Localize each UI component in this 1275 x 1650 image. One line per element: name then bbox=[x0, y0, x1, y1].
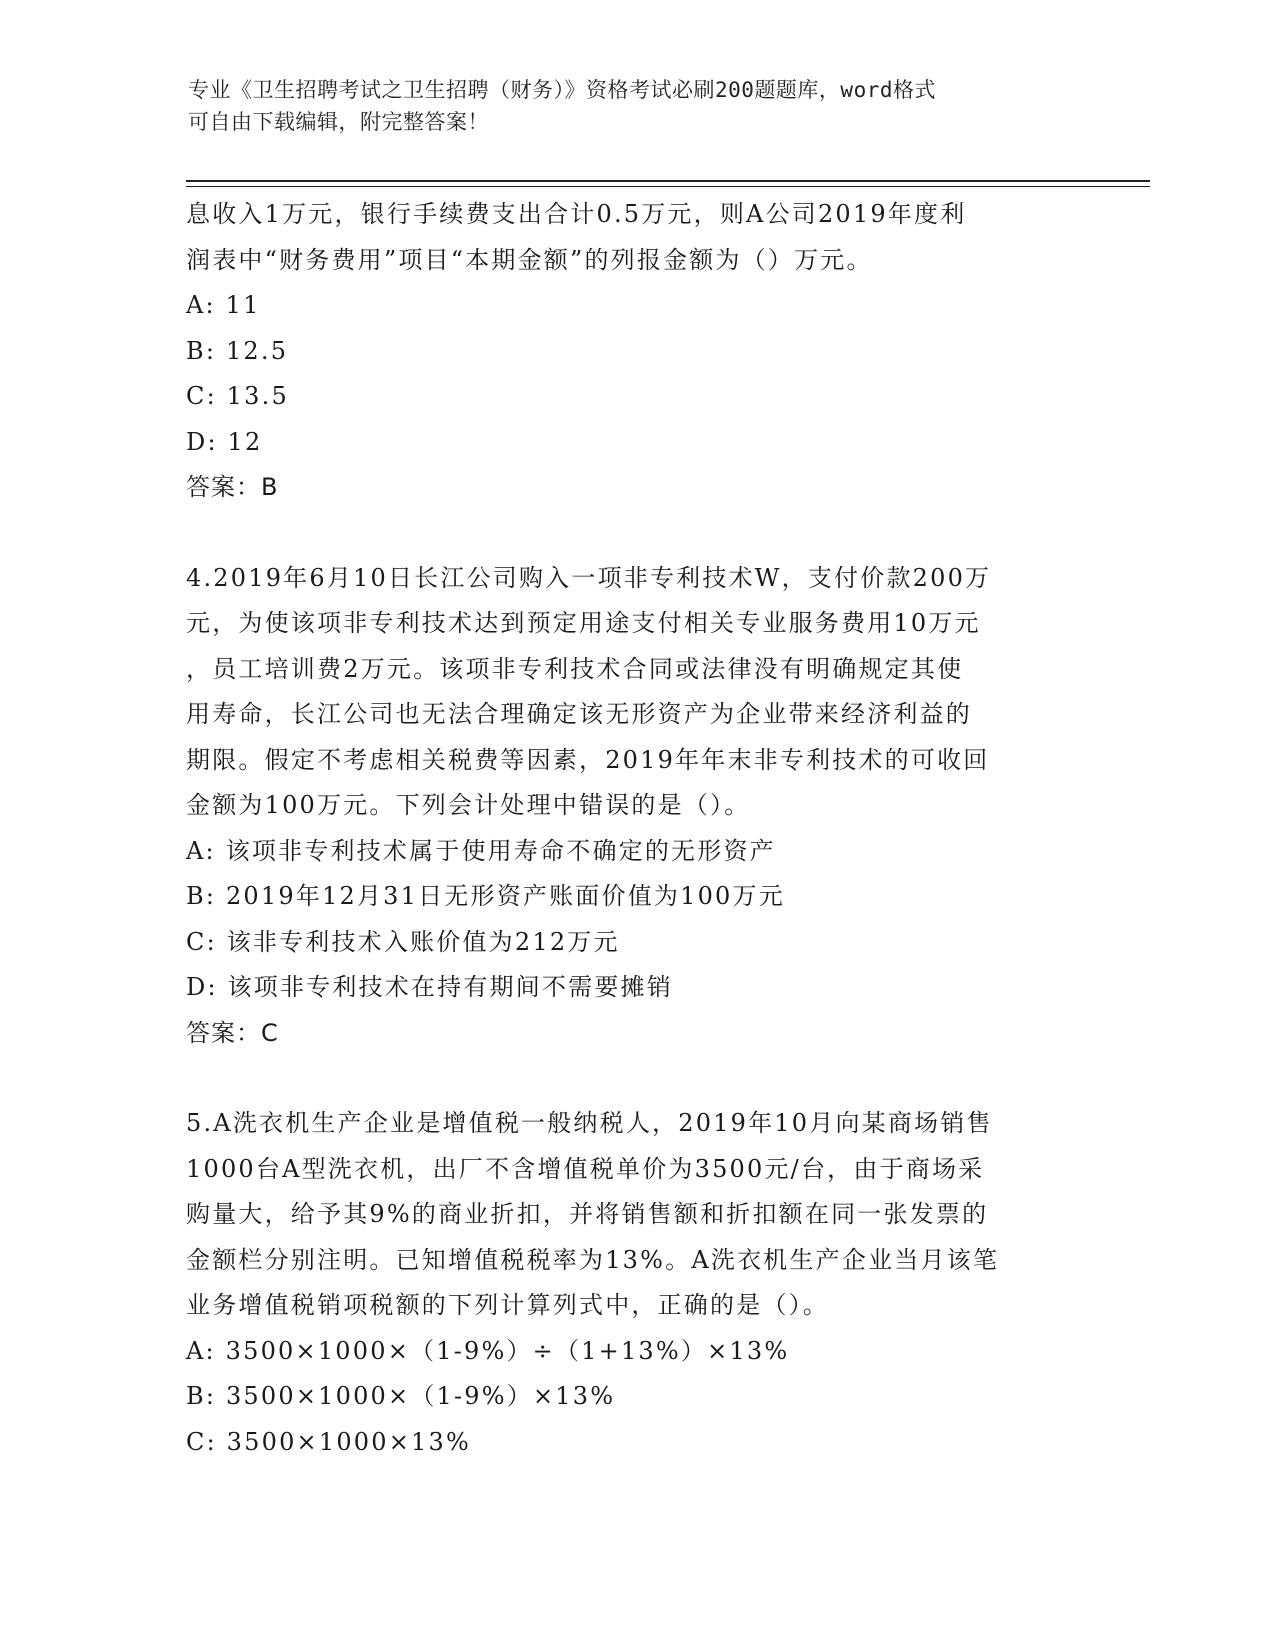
question-stem-line: ，员工培训费2万元。该项非专利技术合同或法律没有明确规定其使 bbox=[186, 654, 964, 683]
question-4 bbox=[186, 556, 1086, 1057]
question-gap bbox=[186, 1056, 1086, 1101]
option-b: B: 2019年12月31日无形资产账面价值为100万元 bbox=[186, 882, 785, 910]
question-stem-line: 金额栏分别注明。已知增值税税率为13%。A洗衣机生产企业当月该笔 bbox=[186, 1245, 1000, 1274]
document-header bbox=[188, 74, 1068, 138]
header-rule-thick bbox=[186, 180, 1150, 182]
document-body bbox=[186, 192, 1086, 1465]
question-stem-line: 元，为使该项非专利技术达到预定用途支付相关专业服务费用10万元 bbox=[186, 609, 981, 637]
question-stem-line: 5.A洗衣机生产企业是增值税一般纳税人，2019年10月向某商场销售 bbox=[186, 1109, 993, 1137]
answer-label: 答案：C bbox=[186, 1018, 279, 1047]
option-c: C: 该非专利技术入账价值为212万元 bbox=[186, 927, 620, 956]
question-stem-line: 用寿命，长江公司也无法合理确定该无形资产为企业带来经济利益的 bbox=[186, 700, 972, 728]
option-a: A: 3500×1000×（1-9%）÷（1+13%）×13% bbox=[186, 1336, 790, 1365]
option-a: A: 该项非专利技术属于使用寿命不确定的无形资产 bbox=[186, 836, 776, 865]
header-rule-thin bbox=[186, 186, 1150, 187]
question-stem-line: 期限。假定不考虑相关税费等因素，2019年年末非专利技术的可收回 bbox=[186, 745, 990, 774]
option-a: A: 11 bbox=[186, 291, 261, 319]
header-line-1: 专业《卫生招聘考试之卫生招聘（财务）》资格考试必刷200题题库，word格式 bbox=[188, 78, 936, 102]
answer-label: 答案：B bbox=[186, 473, 279, 501]
question-stem-line: 1000台A型洗衣机，出厂不含增值税单价为3500元/台，由于商场采 bbox=[186, 1154, 985, 1183]
question-stem-line: 业务增值税销项税额的下列计算列式中，正确的是（）。 bbox=[186, 1291, 829, 1319]
option-c: C: 3500×1000×13% bbox=[186, 1427, 471, 1456]
question-stem-line: 4.2019年6月10日长江公司购入一项非专利技术W，支付价款200万 bbox=[186, 563, 992, 592]
question-gap bbox=[186, 511, 1086, 556]
question-3 bbox=[186, 192, 1086, 511]
question-stem-line: 润表中“财务费用”项目“本期金额”的列报金额为（）万元。 bbox=[186, 245, 873, 274]
question-stem-line: 购量大，给予其9%的商业折扣，并将销售额和折扣额在同一张发票的 bbox=[186, 1200, 989, 1228]
question-stem-line: 息收入1万元，银行手续费支出合计0.5万元，则A公司2019年度利 bbox=[186, 200, 967, 228]
question-5 bbox=[186, 1101, 1086, 1465]
option-b: B: 3500×1000×（1-9%）×13% bbox=[186, 1382, 616, 1410]
option-d: D: 12 bbox=[186, 427, 263, 456]
option-c: C: 13.5 bbox=[186, 382, 289, 410]
question-stem-line: 金额为100万元。下列会计处理中错误的是（）。 bbox=[186, 791, 751, 819]
option-d: D: 该项非专利技术在持有期间不需要摊销 bbox=[186, 973, 673, 1001]
header-line-2: 可自由下载编辑，附完整答案！ bbox=[188, 110, 489, 134]
option-b: B: 12.5 bbox=[186, 336, 289, 365]
